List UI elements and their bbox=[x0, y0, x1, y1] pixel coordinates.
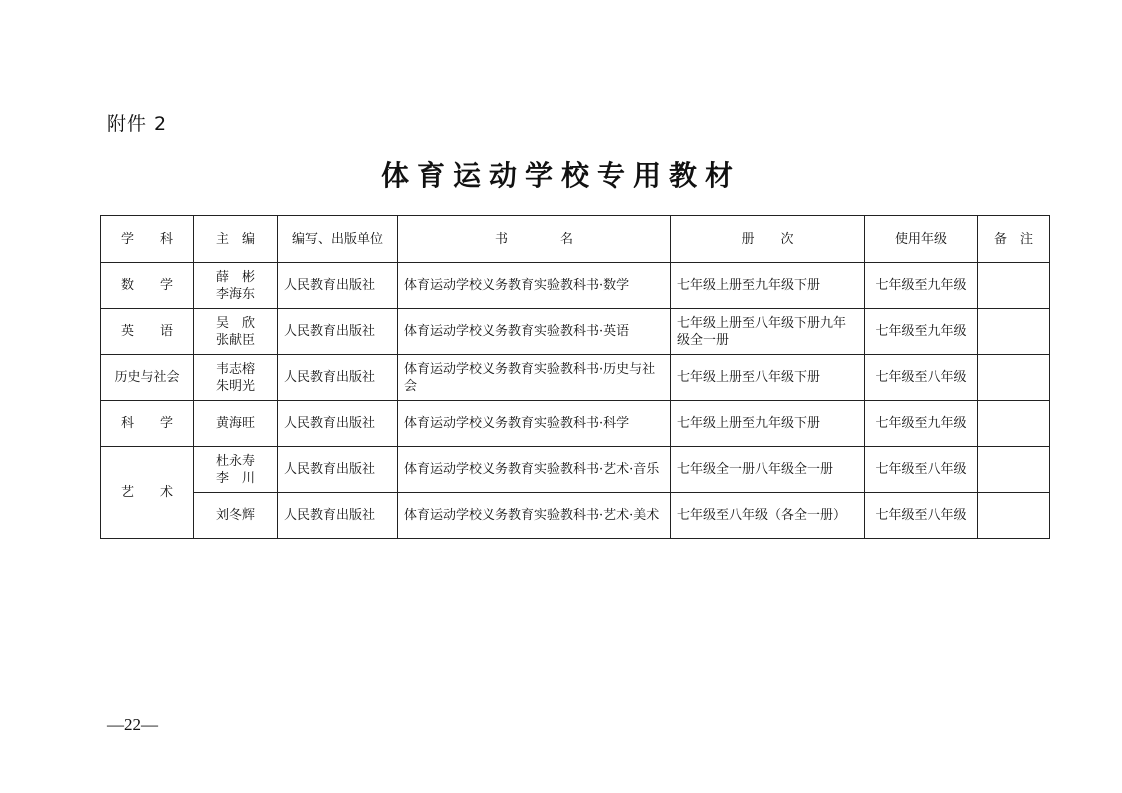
cell-grade: 七年级至九年级 bbox=[865, 401, 978, 447]
cell-notes bbox=[978, 401, 1050, 447]
cell-book: 体育运动学校义务教育实验教科书·艺术·音乐 bbox=[398, 447, 671, 493]
cell-book: 体育运动学校义务教育实验教科书·数学 bbox=[398, 263, 671, 309]
editor-name: 刘冬辉 bbox=[215, 508, 255, 523]
cell-editor bbox=[194, 447, 278, 493]
editor-name: 薛 彬 bbox=[215, 269, 255, 285]
table-row bbox=[101, 263, 1050, 309]
cell-subject: 科 学 bbox=[101, 401, 194, 447]
editor-name: 朱明光 bbox=[215, 378, 255, 394]
textbook-table bbox=[100, 215, 1050, 539]
cell-book: 体育运动学校义务教育实验教科书·英语 bbox=[398, 309, 671, 355]
cell-grade: 七年级至九年级 bbox=[865, 263, 978, 309]
header-editor: 主 编 bbox=[194, 216, 278, 263]
header-grade: 使用年级 bbox=[865, 216, 978, 263]
cell-grade: 七年级至八年级 bbox=[865, 355, 978, 401]
header-subject: 学 科 bbox=[101, 216, 194, 263]
annex-label: 附件 2 bbox=[107, 113, 168, 135]
header-book: 书 名 bbox=[398, 216, 671, 263]
editor-name: 黄海旺 bbox=[215, 416, 255, 431]
cell-volumes: 七年级至八年级（各全一册） bbox=[671, 493, 865, 539]
cell-publisher: 人民教育出版社 bbox=[278, 309, 398, 355]
editor-name: 李 川 bbox=[215, 470, 255, 486]
table-row bbox=[101, 447, 1050, 493]
editor-name: 吴 欣 bbox=[215, 315, 255, 331]
editor-name: 杜永寿 bbox=[215, 453, 255, 469]
cell-volumes: 七年级上册至八年级下册九年级全一册 bbox=[671, 309, 865, 355]
table-row bbox=[101, 309, 1050, 355]
cell-notes bbox=[978, 355, 1050, 401]
cell-grade: 七年级至八年级 bbox=[865, 447, 978, 493]
cell-volumes: 七年级上册至九年级下册 bbox=[671, 263, 865, 309]
cell-volumes: 七年级全一册八年级全一册 bbox=[671, 447, 865, 493]
cell-subject: 数 学 bbox=[101, 263, 194, 309]
cell-publisher: 人民教育出版社 bbox=[278, 447, 398, 493]
cell-notes bbox=[978, 493, 1050, 539]
document-title: 体育运动学校专用教材 bbox=[380, 159, 741, 192]
cell-editor bbox=[194, 401, 278, 447]
cell-book: 体育运动学校义务教育实验教科书·历史与社会 bbox=[398, 355, 671, 401]
cell-grade: 七年级至八年级 bbox=[865, 493, 978, 539]
cell-publisher: 人民教育出版社 bbox=[278, 401, 398, 447]
cell-volumes: 七年级上册至八年级下册 bbox=[671, 355, 865, 401]
editor-name: 韦志榕 bbox=[215, 361, 255, 377]
header-volumes: 册 次 bbox=[671, 216, 865, 263]
page-number: —22— bbox=[107, 715, 158, 734]
editor-name: 李海东 bbox=[215, 286, 255, 302]
cell-book: 体育运动学校义务教育实验教科书·艺术·美术 bbox=[398, 493, 671, 539]
table-row bbox=[101, 401, 1050, 447]
cell-editor bbox=[194, 493, 278, 539]
cell-publisher: 人民教育出版社 bbox=[278, 493, 398, 539]
cell-volumes: 七年级上册至九年级下册 bbox=[671, 401, 865, 447]
header-notes: 备 注 bbox=[978, 216, 1050, 263]
table-row bbox=[101, 355, 1050, 401]
cell-subject: 英 语 bbox=[101, 309, 194, 355]
cell-notes bbox=[978, 447, 1050, 493]
cell-subject: 历史与社会 bbox=[101, 355, 194, 401]
cell-grade: 七年级至九年级 bbox=[865, 309, 978, 355]
cell-notes bbox=[978, 309, 1050, 355]
table-row bbox=[101, 493, 1050, 539]
cell-subject-arts: 艺 术 bbox=[101, 447, 194, 539]
cell-publisher: 人民教育出版社 bbox=[278, 355, 398, 401]
cell-book: 体育运动学校义务教育实验教科书·科学 bbox=[398, 401, 671, 447]
cell-notes bbox=[978, 263, 1050, 309]
table-header-row bbox=[101, 216, 1050, 263]
cell-editor bbox=[194, 309, 278, 355]
cell-publisher: 人民教育出版社 bbox=[278, 263, 398, 309]
cell-editor bbox=[194, 263, 278, 309]
cell-editor bbox=[194, 355, 278, 401]
header-publisher: 编写、出版单位 bbox=[278, 216, 398, 263]
editor-name: 张献臣 bbox=[215, 332, 255, 348]
